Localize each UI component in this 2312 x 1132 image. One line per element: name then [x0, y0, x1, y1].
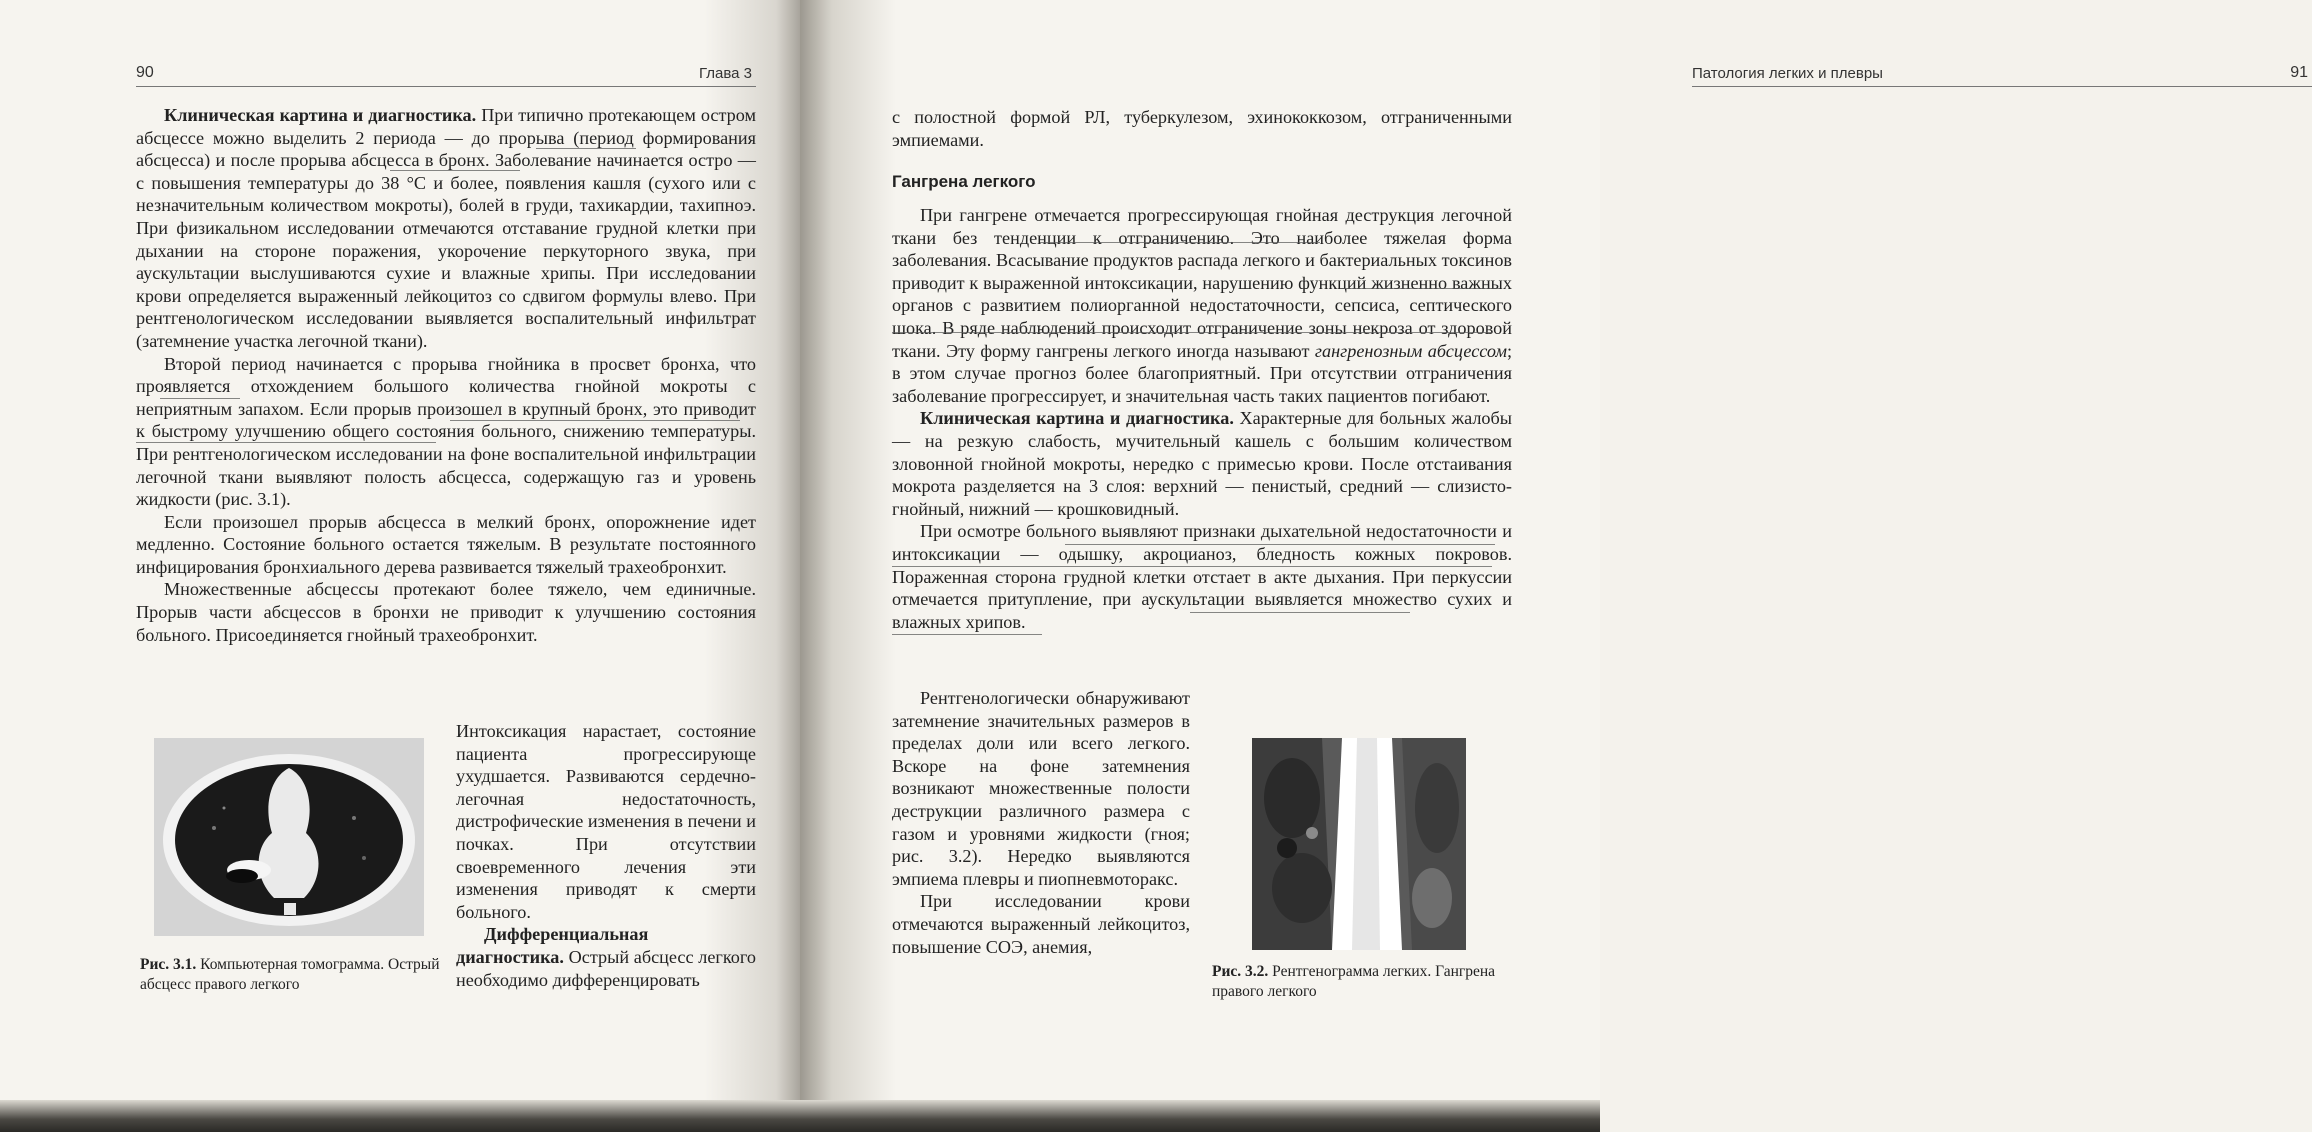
page-number: 90	[136, 64, 154, 81]
right-wrap-text	[892, 687, 1190, 958]
pencil-underline	[136, 442, 436, 443]
left-wrap-text	[456, 720, 756, 991]
running-head: Патология легких и плевры	[1692, 65, 1883, 82]
pencil-underline	[892, 332, 1492, 333]
bold-lead: Клиническая картина и диагностика.	[920, 408, 1234, 429]
ct-scan-figure	[154, 738, 424, 936]
paragraph-text: При гангрене отмечается прогрессирующая гнойная деструкция легочной ткани без тенденции к отграничению. Это наиболее тяжелая форма заболевания. Всасывание продуктов распада легкого и бактериальных токсинов приводит к выраженной интоксикации, нарушению функций жизненно важных органов с развитием полиорганной недостаточности, сепсиса, септического шока. В ряде наблюдений происходит отграничение зоны некроза от здоровой ткани. Эту форму гангрены легкого иногда называют	[892, 205, 1512, 361]
paragraph: с полостной формой РЛ, туберкулезом, эхинококкозом, отграниченными эмпиемами.	[892, 107, 1512, 150]
running-head: Глава 3	[698, 65, 752, 82]
page-number: 91	[2290, 64, 2308, 81]
pencil-underline	[892, 634, 1042, 635]
right-main-text	[892, 106, 1512, 151]
pencil-underline	[450, 420, 740, 421]
right-body-text	[892, 204, 1512, 633]
paragraph: Интоксикация нарастает, состояние пациента прогрессирующе ухудшается. Развиваются сердечно-легочная недостаточность, дистрофические изменения в печени и почках. При отсутствии своевременного лечения эти изменения приводят к смерти больного.	[456, 721, 756, 922]
pencil-underline	[1190, 612, 1410, 613]
figure-label: Рис. 3.1.	[140, 956, 197, 973]
xray-figure	[1252, 738, 1466, 950]
paragraph	[456, 923, 756, 991]
paragraph-text: При типично протекающем остром абсцессе можно выделить 2 периода — до прорыва (период формирования абсцесса) и после прорыва абсцесса в бронх. Заболевание начинается остро — с повышения температуры до 38 °С и более, появления кашля (сухого или с незначительным количеством мокроты), болей в груди, тахикардии, тахипноэ. При физикальном исследовании отмечаются отставание грудной клетки при дыхании на стороне поражения, укорочение перкуторного звука, при аускультации выслушиваются сухие и влажные хрипы. При исследовании крови определяется выраженный лейкоцитоз со сдвигом формулы влево. При рентгенологическом исследовании выявляется воспалительный инфильтрат (затемнение участка легочной ткани).	[136, 105, 756, 351]
pencil-underline	[390, 170, 520, 171]
paragraph: Множественные абсцессы протекают более тяжело, чем единичные. Прорыв части абсцессов в бронхи не приводит к улучшению состояния больного. Присоединяется гнойный трахеобронхит.	[136, 579, 756, 645]
bold-lead: Дифференциальная диагностика.	[456, 924, 649, 967]
pencil-underline	[892, 566, 1492, 567]
paragraph: Второй период начинается с прорыва гнойника в просвет бронха, что проявляется отхождением большого количества гнойной мокроты с неприятным запахом. Если прорыв произошел в крупный бронх, это приводит к быстрому улучшению общего состояния больного, снижению температуры. При рентгенологическом исследовании на фоне воспалительной инфильтрации легочной ткани выявляют полость абсцесса, содержащую газ и уровень жидкости (рис. 3.1).	[136, 353, 756, 510]
paragraph-text: ; в этом случае прогноз более благоприятный. При отсутствии отграничения заболевание прогрессирует, и значительная часть таких пациентов погибают.	[892, 340, 1512, 406]
figure-caption	[140, 955, 440, 995]
scan-edge-shadow	[0, 1100, 1600, 1132]
paragraph-text: Характерные для больных жалобы — на резкую слабость, мучительный кашель с большим количеством зловонной гнойной мокроты, нередко с примесью крови. После отстаивания мокрота разделяется на 3 слоя: верхний — пенистый, средний — слизисто-гнойный, нижний — крошковидный.	[892, 408, 1512, 519]
right-page-header	[1692, 62, 2312, 87]
xray-image	[1252, 738, 1466, 950]
italic-term: гангренозным абсцессом	[1314, 340, 1507, 361]
paragraph: При исследовании крови отмечаются выраженный лейкоцитоз, повышение СОЭ, анемия,	[892, 891, 1190, 957]
left-main-text	[136, 104, 756, 646]
ct-scan-image	[154, 738, 424, 936]
pencil-underline	[1340, 288, 1500, 289]
paragraph	[136, 104, 756, 353]
left-page	[0, 0, 800, 1132]
pencil-underline	[160, 398, 240, 399]
left-page-header	[136, 62, 756, 87]
pencil-underline	[1040, 242, 1320, 243]
section-title: Гангрена легкого	[892, 172, 1036, 191]
pencil-underline	[1065, 544, 1495, 545]
figure-label: Рис. 3.2.	[1212, 963, 1269, 980]
paragraph: Если произошел прорыв абсцесса в мелкий бронх, опорожнение идет медленно. Состояние больного остается тяжелым. В результате постоянного инфицирования бронхиального дерева развивается тяжелый трахеобронхит.	[136, 511, 756, 577]
pencil-underline	[536, 148, 636, 149]
paragraph	[892, 204, 1512, 407]
bold-lead: Клиническая картина и диагностика.	[164, 105, 477, 125]
paragraph-text: Острый абсцесс легкого необходимо дифференцировать	[456, 946, 756, 990]
figure-caption-text: Компьютерная томограмма. Острый абсцесс правого легкого	[140, 956, 440, 993]
paragraph: Рентгенологически обнаруживают затемнение значительных размеров в пределах доли или всего легкого. Вскоре на фоне затемнения возникают множественные полости деструкции различного размера с газом и уровнями жидкости (гноя; рис. 3.2). Нередко выявляются эмпиема плевры и пиопневмоторакс.	[892, 688, 1190, 889]
paragraph: При осмотре больного выявляют признаки дыхательной недостаточности и интоксикации — одышку, акроцианоз, бледность кожных покровов. Пораженная сторона грудной клетки отстает в акте дыхания. При перкуссии отмечается притупление, при аускультации выявляется множество сухих и влажных хрипов.	[892, 521, 1512, 632]
figure-caption	[1212, 962, 1512, 1002]
paragraph	[892, 407, 1512, 520]
figure-caption-text: Рентгенограмма легких. Гангрена правого легкого	[1212, 963, 1496, 1000]
